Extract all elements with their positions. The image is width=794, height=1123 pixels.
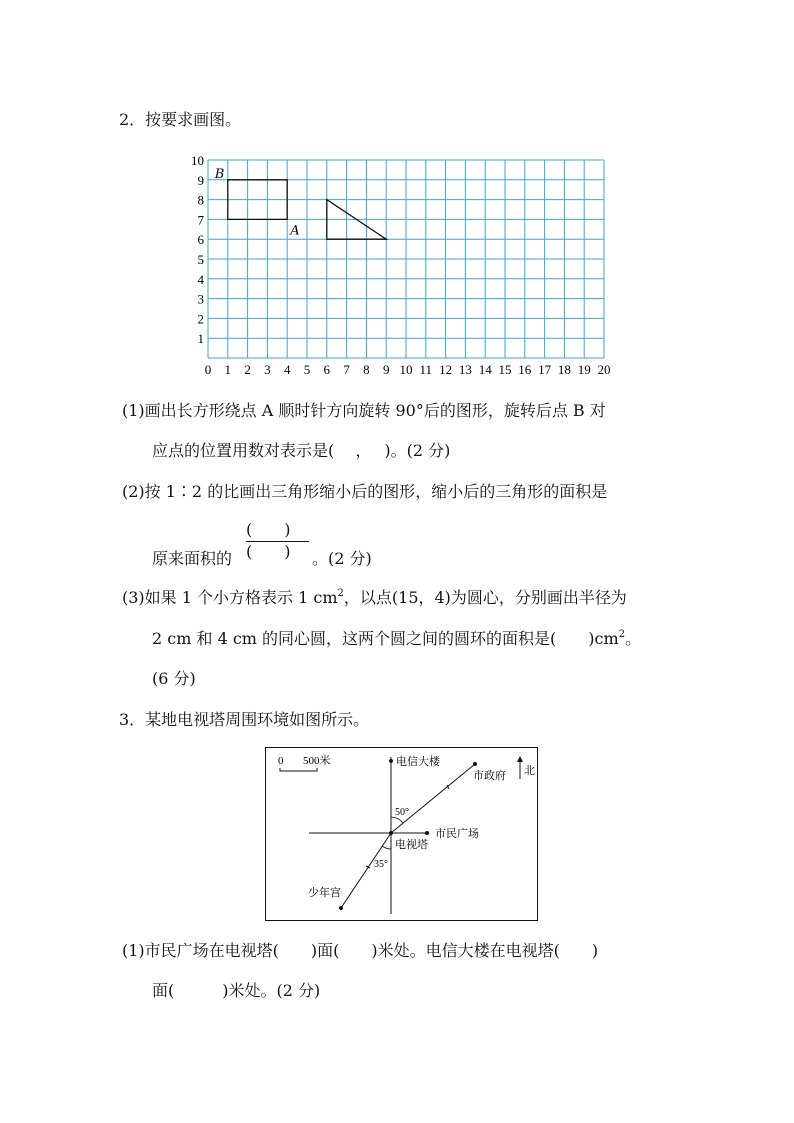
north-label: 北 bbox=[524, 764, 535, 777]
scale-zero: 0 bbox=[278, 755, 284, 767]
x-tick-label: 19 bbox=[577, 362, 591, 377]
city-hall-label: 市政府 bbox=[473, 769, 506, 782]
tower-label: 电视塔 bbox=[395, 838, 428, 851]
y-tick-label: 8 bbox=[197, 192, 204, 208]
scale-bar bbox=[280, 768, 317, 771]
x-tick-label: 17 bbox=[538, 362, 552, 377]
tower-point bbox=[389, 831, 393, 835]
fraction-numerator: ( ) bbox=[246, 520, 291, 539]
tv-tower-map bbox=[265, 747, 541, 922]
youth-palace-label: 少年宫 bbox=[308, 886, 341, 899]
q2-title: 2．按要求画图。 bbox=[119, 110, 242, 129]
y-tick-label: 3 bbox=[197, 291, 204, 307]
x-tick-label: 7 bbox=[343, 362, 350, 377]
line-to-city-hall bbox=[391, 764, 475, 833]
x-tick-label: 9 bbox=[382, 362, 390, 377]
x-tick-label: 0 bbox=[204, 362, 212, 377]
angle-arc-sw bbox=[382, 846, 391, 849]
plaza-label: 市民广场 bbox=[435, 827, 479, 840]
y-tick-label: 9 bbox=[197, 172, 204, 188]
y-tick-label: 4 bbox=[197, 271, 204, 287]
q2-part1-line1: (1)画出长方形绕点 A 顺时针方向旋转 90°后的图形，旋转后点 B 对 bbox=[122, 401, 606, 420]
x-tick-label: 10 bbox=[399, 362, 413, 377]
x-tick-label: 6 bbox=[323, 362, 331, 377]
x-tick-label: 16 bbox=[518, 362, 532, 377]
angle-ne-label: 50° bbox=[395, 807, 409, 818]
point-b-label: B bbox=[214, 166, 225, 182]
city-hall-point bbox=[473, 762, 477, 766]
point-a-label: A bbox=[290, 223, 300, 239]
line-to-youth-palace bbox=[341, 833, 391, 908]
q2-part3-line3: (6 分) bbox=[152, 669, 196, 688]
y-tick-label: 5 bbox=[197, 252, 204, 267]
x-tick-label: 13 bbox=[458, 362, 472, 377]
y-tick-label: 2 bbox=[197, 311, 204, 327]
youth-palace-point bbox=[339, 906, 343, 910]
q3-part1-line2: 面( )米处。(2 分) bbox=[152, 981, 321, 1000]
y-tick-label: 7 bbox=[197, 212, 204, 228]
x-tick-label: 2 bbox=[244, 362, 251, 377]
x-tick-label: 14 bbox=[478, 362, 492, 377]
telecom-point bbox=[389, 759, 393, 763]
q2-part3-line2: 2 cm 和 4 cm 的同心圆，这两个圆之间的圆环的面积是( )$cm^2$。 bbox=[152, 629, 642, 648]
angle-sw-label: 35° bbox=[374, 859, 388, 870]
q2-part1-line2: 应点的位置用数对表示是( ， )。(2 分) bbox=[152, 441, 451, 460]
telecom-label: 电信大楼 bbox=[396, 755, 440, 768]
x-tick-label: 1 bbox=[224, 362, 232, 377]
x-tick-label: 8 bbox=[363, 362, 370, 377]
q3-part1-line1: (1)市民广场在电视塔( )面( )米处。电信大楼在电视塔( ) bbox=[122, 941, 599, 960]
x-tick-label: 18 bbox=[557, 362, 571, 377]
scale-label: 500米 bbox=[303, 755, 331, 767]
q2-part2-suffix: 。(2 分) bbox=[312, 549, 372, 568]
x-tick-label: 5 bbox=[303, 362, 311, 377]
y-tick-label: 10 bbox=[191, 153, 204, 168]
y-tick-label: 6 bbox=[197, 232, 204, 248]
y-tick-label: 1 bbox=[197, 331, 204, 347]
coordinate-grid bbox=[178, 150, 618, 380]
x-tick-label: 15 bbox=[498, 362, 512, 377]
x-tick-label: 4 bbox=[283, 362, 291, 377]
x-tick-label: 11 bbox=[419, 362, 433, 377]
q3-title: 3．某地电视塔周围环境如图所示。 bbox=[119, 710, 370, 729]
q2-part3-line1: (3)如果 1 个小方格表示 1 $cm^2$，以点(15，4)为圆心，分别画出半径为 bbox=[122, 588, 627, 607]
x-tick-label: 20 bbox=[597, 362, 611, 377]
q2-part2-line1: (2)按 1∶2 的比画出三角形缩小后的图形，缩小后的三角形的面积是 bbox=[122, 482, 608, 501]
plaza-point bbox=[425, 831, 429, 835]
x-tick-label: 3 bbox=[264, 362, 271, 377]
q2-part2-prefix: 原来面积的 bbox=[152, 549, 233, 568]
fraction-denominator: ( ) bbox=[246, 542, 291, 561]
x-tick-label: 12 bbox=[439, 362, 453, 377]
